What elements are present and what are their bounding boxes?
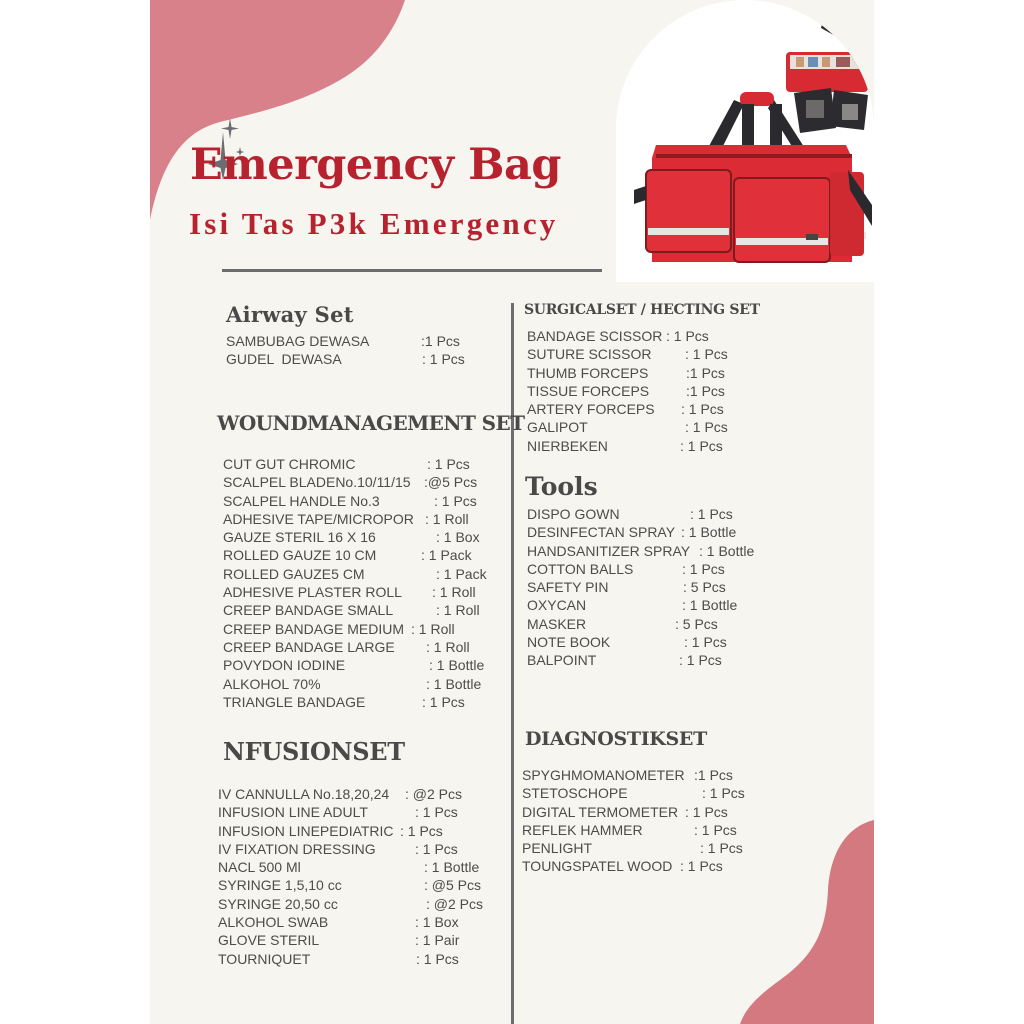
item-name: ROLLED GAUZE5 CM: [223, 565, 365, 582]
list-item: [522, 857, 723, 875]
item-name: TOURNIQUET: [218, 950, 311, 967]
item-name: GALIPOT: [527, 419, 588, 436]
item-qty: :1 Pcs: [686, 382, 725, 399]
item-qty: : 1 Roll: [426, 638, 470, 655]
item-qty: : 1 Pcs: [422, 693, 465, 710]
item-name: ADHESIVE TAPE/MICROPOR: [223, 510, 414, 527]
section-title: Airway Set: [226, 302, 354, 327]
item-name: DISPO GOWN: [527, 506, 620, 522]
item-name: GUDEL DEWASA: [226, 351, 342, 368]
list-item: [522, 766, 733, 784]
list-item: [226, 350, 465, 368]
list-item: [223, 620, 524, 638]
list-item: [527, 633, 727, 651]
list-item: [527, 327, 760, 345]
section-infusion-set: [217, 737, 484, 968]
item-name: SPYGHMOMANOMETER: [522, 767, 685, 783]
list-item: [223, 656, 524, 674]
item-name: TRIANGLE BANDAGE: [223, 693, 366, 710]
item-name: CUT GUT CHROMIC: [223, 456, 356, 472]
item-name: TOUNGSPATEL WOOD: [522, 858, 673, 875]
section-diagnostic-set: [522, 728, 745, 876]
item-qty: : @5 Pcs: [424, 877, 482, 894]
list-item: [527, 505, 733, 523]
list-item: [223, 583, 524, 601]
item-list: [226, 332, 465, 369]
list-item: [527, 523, 737, 541]
item-qty: :@5 Pcs: [424, 474, 478, 491]
list-item: [223, 638, 524, 656]
item-name: SYRINGE 1,5,10 cc: [218, 877, 342, 894]
decorative-blob-bottom-right: [740, 815, 874, 1024]
list-item: [527, 400, 760, 418]
list-item: [218, 913, 459, 931]
item-name: THUMB FORCEPS: [527, 364, 649, 381]
item-qty: :1 Pcs: [686, 364, 725, 381]
item-name: NOTE BOOK: [527, 634, 611, 651]
item-qty: : 1 Pcs: [700, 840, 743, 857]
section-title: DIAGNOSTIKSET: [525, 728, 707, 750]
list-item: [527, 578, 726, 596]
title-underline: [222, 269, 602, 272]
item-list: [218, 785, 484, 968]
item-qty: : 1 Pcs: [685, 346, 728, 363]
item-qty: : 1 Pcs: [682, 560, 725, 577]
list-item: [527, 560, 725, 578]
item-name: MASKER: [527, 615, 587, 632]
item-qty: : 1 Box: [436, 529, 480, 546]
item-name: ADHESIVE PLASTER ROLL: [223, 584, 402, 601]
item-qty: : 1 Pcs: [416, 950, 459, 967]
section-title: NFUSIONSET: [223, 737, 405, 766]
item-name: BALPOINT: [527, 652, 597, 669]
item-qty: :1 Pcs: [694, 767, 733, 783]
item-qty: : 1 Bottle: [682, 597, 738, 614]
item-name: NACL 500 Ml: [218, 859, 301, 876]
item-name: REFLEK HAMMER: [522, 821, 643, 838]
emergency-bag-illustration: [616, 0, 874, 282]
item-qty: : 1 Pair: [415, 932, 460, 949]
item-name: COTTON BALLS: [527, 560, 634, 577]
item-qty: : 5 Pcs: [675, 615, 718, 632]
item-qty: : 5 Pcs: [683, 579, 726, 596]
list-item: [218, 858, 480, 876]
item-name: HANDSANITIZER SPRAY: [527, 542, 691, 559]
item-qty: : 1 Bottle: [699, 542, 755, 559]
item-qty: : 1 Pcs: [400, 822, 443, 839]
list-item: [223, 693, 524, 711]
item-name: PENLIGHT: [522, 840, 593, 857]
list-item: [218, 840, 458, 858]
item-qty: : 1 Pcs: [694, 821, 737, 838]
item-qty: : 1 Pcs: [680, 437, 723, 454]
item-name: DESINFECTAN SPRAY: [527, 524, 676, 541]
list-item: [522, 784, 745, 802]
list-item: [527, 364, 760, 382]
item-qty: : 1 Roll: [425, 510, 469, 527]
section-surgical-set: [524, 302, 760, 455]
item-name: ROLLED GAUZE 10 CM: [223, 547, 377, 564]
item-qty: : @2 Pcs: [426, 895, 484, 912]
item-name: GLOVE STERIL: [218, 932, 320, 949]
item-name: DIGITAL TERMOMETER: [522, 803, 679, 820]
item-qty: : 1 Pcs: [680, 858, 723, 875]
item-qty: : 1 Pcs: [679, 652, 722, 669]
list-item: [522, 803, 728, 821]
item-name: TISSUE FORCEPS: [527, 382, 650, 399]
item-name: SAMBUBAG DEWASA: [226, 333, 370, 349]
decorative-blob-top-left: [150, 0, 420, 225]
item-qty: : 1 Pcs: [434, 492, 477, 509]
item-name: INFUSION LINE ADULT: [218, 804, 368, 821]
list-item: [527, 542, 755, 560]
list-item: [527, 382, 760, 400]
item-list: [527, 327, 760, 455]
list-item: [218, 931, 460, 949]
item-qty: : 1 Pcs: [685, 803, 728, 820]
item-qty: : 1 Bottle: [424, 859, 480, 876]
item-name: ARTERY FORCEPS: [527, 401, 655, 418]
item-qty: : 1 Pcs: [415, 840, 458, 857]
item-name: BANDAGE SCISSOR: [527, 328, 663, 344]
item-qty: : 1 Pcs: [422, 351, 465, 368]
list-item: [223, 492, 524, 510]
item-qty: : 1 Pcs: [415, 804, 458, 821]
page-title: Emergency Bag: [190, 140, 561, 190]
item-qty: : 1 Bottle: [681, 524, 737, 541]
list-item: [527, 345, 760, 363]
item-name: IV FIXATION DRESSING: [218, 840, 376, 857]
list-item: [223, 601, 524, 619]
list-item: [218, 785, 463, 803]
item-name: SUTURE SCISSOR: [527, 346, 652, 363]
list-item: [527, 437, 760, 455]
item-name: SCALPEL HANDLE No.3: [223, 492, 380, 509]
item-name: ALKOHOL 70%: [223, 675, 321, 692]
item-qty: : 1 Pcs: [685, 419, 728, 436]
item-qty: : 1 Pcs: [681, 401, 724, 418]
item-qty: : 1 Pcs: [427, 456, 470, 472]
page-subtitle: Isi Tas P3k Emergency: [189, 206, 559, 241]
item-name: SCALPEL BLADENo.10/11/15: [223, 474, 411, 491]
item-qty: : 1 Roll: [411, 620, 455, 637]
list-item: [223, 473, 524, 491]
list-item: [218, 895, 484, 913]
item-qty: : 1 Pcs: [702, 785, 745, 802]
item-name: GAUZE STERIL 16 X 16: [223, 529, 376, 546]
list-item: [218, 822, 443, 840]
list-item: [226, 332, 460, 350]
list-item: [223, 455, 524, 473]
section-wound-management-set: [217, 411, 524, 711]
list-item: [527, 615, 718, 633]
list-item: [527, 651, 722, 669]
item-qty: : 1 Pack: [436, 565, 487, 582]
item-list: [522, 766, 745, 876]
list-item: [522, 821, 737, 839]
item-qty: : 1 Bottle: [426, 675, 482, 692]
section-title: WOUNDMANAGEMENT SET: [217, 411, 525, 435]
item-qty: : 1 Pcs: [684, 634, 727, 651]
list-item: [218, 876, 482, 894]
item-qty: :1 Pcs: [421, 333, 460, 349]
item-name: POVYDON IODINE: [223, 657, 346, 674]
item-qty: : 1 Pcs: [666, 328, 709, 344]
list-item: [527, 596, 738, 614]
section-tools: [525, 472, 755, 670]
item-qty: : 1 Bottle: [429, 657, 485, 674]
section-airway-set: [226, 302, 465, 369]
list-item: [527, 418, 760, 436]
item-qty: : 1 Pack: [421, 547, 472, 564]
item-name: NIERBEKEN: [527, 437, 608, 454]
item-name: SAFETY PIN: [527, 579, 609, 596]
list-item: [223, 675, 524, 693]
item-name: CREEP BANDAGE LARGE: [223, 638, 395, 655]
list-item: [223, 528, 524, 546]
product-photo: [616, 0, 874, 282]
item-name: CREEP BANDAGE MEDIUM: [223, 620, 404, 637]
item-list: [223, 455, 524, 711]
item-list: [527, 505, 755, 670]
list-item: [218, 950, 459, 968]
list-item: [223, 546, 524, 564]
item-name: ALKOHOL SWAB: [218, 914, 329, 931]
item-qty: : 1 Roll: [432, 584, 476, 601]
list-item: [223, 510, 524, 528]
list-item: [218, 803, 458, 821]
item-qty: : @2 Pcs: [405, 786, 463, 802]
item-qty: : 1 Roll: [436, 602, 480, 619]
item-name: SYRINGE 20,50 cc: [218, 895, 338, 912]
item-name: STETOSCHOPE: [522, 785, 628, 802]
section-title: SURGICALSET / HECTING SET: [524, 302, 760, 318]
section-title: Tools: [525, 472, 598, 501]
list-item: [522, 839, 743, 857]
item-name: IV CANNULLA No.18,20,24: [218, 786, 390, 802]
item-name: OXYCAN: [527, 597, 587, 614]
poster: [150, 0, 874, 1024]
item-qty: : 1 Pcs: [690, 506, 733, 522]
item-qty: : 1 Box: [415, 914, 459, 931]
item-name: CREEP BANDAGE SMALL: [223, 602, 394, 619]
list-item: [223, 565, 524, 583]
item-name: INFUSION LINEPEDIATRIC: [218, 822, 394, 839]
